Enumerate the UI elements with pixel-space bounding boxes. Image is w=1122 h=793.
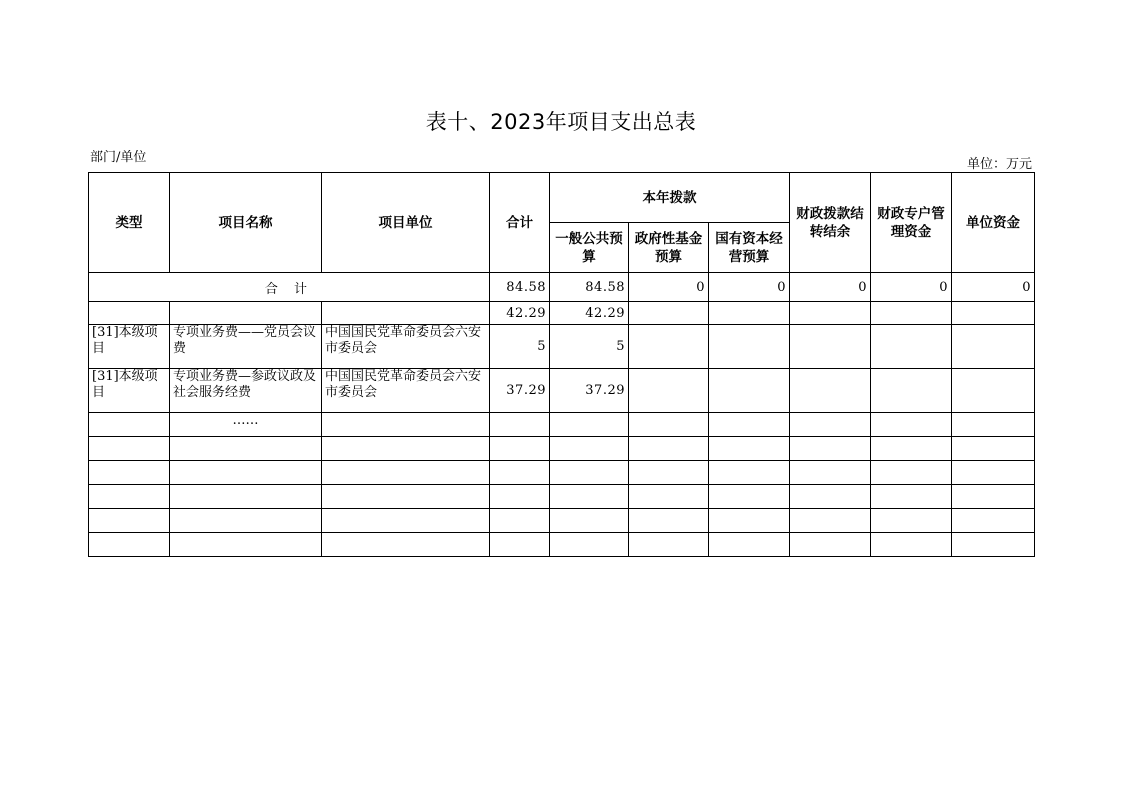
page-title: 表十、2023年项目支出总表: [425, 110, 697, 134]
table-row: [89, 369, 1035, 413]
empty-cell: [550, 413, 629, 437]
header-general-public: 一般公共预算: [550, 223, 629, 273]
header-total: 合计: [490, 173, 550, 273]
empty-cell: [871, 325, 952, 369]
empty-cell: [952, 325, 1035, 369]
header-gov-fund: 政府性基金预算: [629, 223, 709, 273]
total-cell: 37.29: [490, 369, 550, 413]
empty-cell: [89, 413, 170, 437]
empty-cell: [629, 325, 709, 369]
empty-cell: [322, 302, 490, 325]
general-public-cell: 5: [550, 325, 629, 369]
empty-row: [89, 461, 1035, 485]
total-cell: 5: [490, 325, 550, 369]
header-special-account: 财政专户管理资金: [871, 173, 952, 273]
header-state-capital: 国有资本经营预算: [709, 223, 790, 273]
empty-row: [89, 533, 1035, 557]
total-label: 合 计: [89, 273, 490, 302]
empty-cell: [322, 413, 490, 437]
ellipsis-row: [89, 413, 1035, 437]
empty-cell: [709, 369, 790, 413]
project-unit-cell: 中国国民党革命委员会六安市委员会: [322, 369, 490, 413]
header-carryover: 财政拨款结转结余: [790, 173, 871, 273]
empty-cell: [629, 413, 709, 437]
general-public-cell: 84.58: [550, 273, 629, 302]
header-project-unit: 项目单位: [322, 173, 490, 273]
carryover-cell: 0: [790, 273, 871, 302]
empty-cell: [490, 413, 550, 437]
general-public-cell: 37.29: [550, 369, 629, 413]
unit-funds-cell: 0: [952, 273, 1035, 302]
gov-fund-cell: 0: [629, 273, 709, 302]
project-name-cell: 专项业务费——党员会议费: [170, 325, 322, 369]
empty-row: [89, 509, 1035, 533]
project-expenditure-table: [88, 172, 1035, 557]
empty-cell: [952, 413, 1035, 437]
type-cell: [31]本级项目: [89, 369, 170, 413]
empty-cell: [790, 302, 871, 325]
header-project-name: 项目名称: [170, 173, 322, 273]
empty-cell: [629, 369, 709, 413]
empty-cell: [952, 369, 1035, 413]
subtotal-row: [89, 302, 1035, 325]
total-cell: 42.29: [490, 302, 550, 325]
total-cell: 84.58: [490, 273, 550, 302]
header-unit-funds: 单位资金: [952, 173, 1035, 273]
empty-cell: [790, 413, 871, 437]
header-current-year: 本年拨款: [550, 173, 790, 223]
empty-cell: [871, 369, 952, 413]
empty-cell: [871, 302, 952, 325]
general-public-cell: 42.29: [550, 302, 629, 325]
empty-cell: [790, 369, 871, 413]
department-label: 部门/单位: [90, 150, 147, 165]
header-row-1: [89, 173, 1035, 223]
project-name-cell: 专项业务费—参政议政及社会服务经费: [170, 369, 322, 413]
empty-cell: [629, 302, 709, 325]
empty-cell: [709, 302, 790, 325]
unit-label: 单位：万元: [966, 157, 1032, 172]
total-row: [89, 273, 1035, 302]
type-cell: [31]本级项目: [89, 325, 170, 369]
empty-cell: [790, 325, 871, 369]
empty-row: [89, 437, 1035, 461]
state-capital-cell: 0: [709, 273, 790, 302]
project-unit-cell: 中国国民党革命委员会六安市委员会: [322, 325, 490, 369]
empty-row: [89, 485, 1035, 509]
empty-cell: [871, 413, 952, 437]
table-row: [89, 325, 1035, 369]
empty-cell: [170, 302, 322, 325]
empty-cell: [709, 325, 790, 369]
empty-cell: [952, 302, 1035, 325]
special-account-cell: 0: [871, 273, 952, 302]
empty-cell: [89, 302, 170, 325]
ellipsis-cell: ……: [170, 413, 322, 437]
header-type: 类型: [89, 173, 170, 273]
empty-cell: [709, 413, 790, 437]
